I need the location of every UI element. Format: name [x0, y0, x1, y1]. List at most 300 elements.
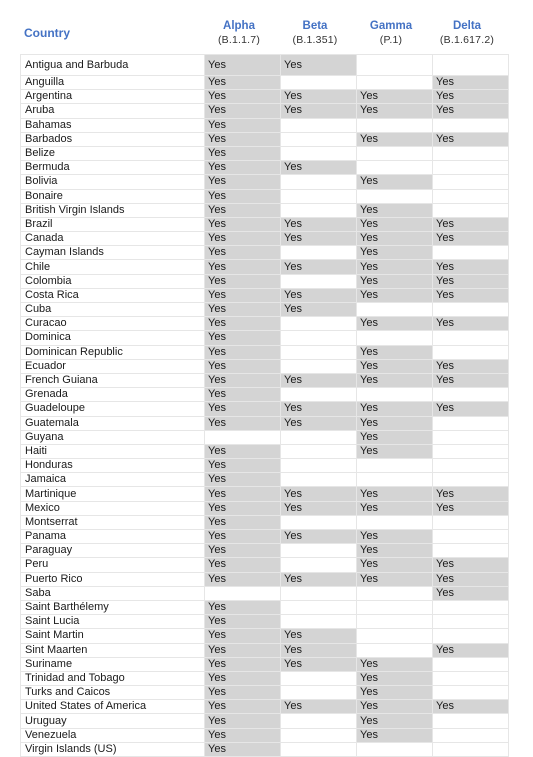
table-row: [21, 90, 509, 104]
delta-cell: [433, 671, 509, 685]
variant-name: Gamma: [369, 20, 413, 32]
gamma-cell: [357, 161, 433, 175]
gamma-cell: Yes: [357, 232, 433, 246]
table-row: [21, 615, 509, 629]
alpha-cell: Yes: [205, 700, 281, 714]
table-row: [21, 487, 509, 501]
delta-cell: [433, 189, 509, 203]
alpha-cell: Yes: [205, 686, 281, 700]
gamma-cell: Yes: [357, 359, 433, 373]
gamma-cell: Yes: [357, 90, 433, 104]
alpha-cell: Yes: [205, 530, 281, 544]
table-row: [21, 317, 509, 331]
delta-cell: [433, 345, 509, 359]
table-row: [21, 671, 509, 685]
delta-cell: [433, 657, 509, 671]
gamma-cell: [357, 189, 433, 203]
alpha-cell: Yes: [205, 558, 281, 572]
gamma-cell: Yes: [357, 132, 433, 146]
delta-cell: [433, 146, 509, 160]
country-cell: Bermuda: [21, 161, 205, 175]
table-row: [21, 686, 509, 700]
gamma-cell: Yes: [357, 728, 433, 742]
delta-cell: Yes: [433, 132, 509, 146]
variant-name: Delta: [452, 20, 482, 32]
gamma-cell: Yes: [357, 402, 433, 416]
beta-cell: Yes: [281, 161, 357, 175]
country-cell: Turks and Caicos: [21, 686, 205, 700]
gamma-cell: [357, 515, 433, 529]
gamma-cell: [357, 146, 433, 160]
country-cell: Guatemala: [21, 416, 205, 430]
alpha-cell: [205, 430, 281, 444]
delta-cell: Yes: [433, 700, 509, 714]
table-row: [21, 288, 509, 302]
country-cell: Bolivia: [21, 175, 205, 189]
country-cell: Grenada: [21, 388, 205, 402]
alpha-cell: Yes: [205, 303, 281, 317]
gamma-cell: Yes: [357, 700, 433, 714]
gamma-cell: Yes: [357, 288, 433, 302]
beta-cell: [281, 473, 357, 487]
country-cell: Honduras: [21, 459, 205, 473]
table-row: [21, 303, 509, 317]
table-row: [21, 586, 509, 600]
beta-cell: Yes: [281, 643, 357, 657]
country-cell: Saint Lucia: [21, 615, 205, 629]
delta-cell: Yes: [433, 558, 509, 572]
delta-cell: [433, 388, 509, 402]
alpha-cell: Yes: [205, 714, 281, 728]
country-cell: Anguilla: [21, 76, 205, 90]
gamma-cell: [357, 629, 433, 643]
beta-cell: [281, 118, 357, 132]
gamma-cell: [357, 118, 433, 132]
beta-cell: [281, 444, 357, 458]
delta-cell: [433, 714, 509, 728]
delta-cell: Yes: [433, 76, 509, 90]
country-cell: Virgin Islands (US): [21, 742, 205, 756]
delta-cell: Yes: [433, 274, 509, 288]
beta-cell: [281, 728, 357, 742]
alpha-cell: Yes: [205, 643, 281, 657]
table-row: [21, 643, 509, 657]
gamma-cell: Yes: [357, 686, 433, 700]
country-cell: Venezuela: [21, 728, 205, 742]
alpha-cell: Yes: [205, 288, 281, 302]
alpha-cell: [205, 586, 281, 600]
delta-cell: [433, 515, 509, 529]
table-row: [21, 728, 509, 742]
beta-cell: [281, 600, 357, 614]
delta-cell: [433, 686, 509, 700]
table-row: [21, 657, 509, 671]
gamma-cell: [357, 615, 433, 629]
table-row: [21, 714, 509, 728]
gamma-cell: [357, 600, 433, 614]
country-cell: Antigua and Barbuda: [21, 55, 205, 76]
alpha-cell: Yes: [205, 657, 281, 671]
beta-cell: Yes: [281, 260, 357, 274]
alpha-cell: Yes: [205, 742, 281, 756]
beta-cell: Yes: [281, 501, 357, 515]
alpha-cell: Yes: [205, 260, 281, 274]
beta-column-header: [278, 19, 352, 48]
delta-cell: Yes: [433, 288, 509, 302]
delta-cell: [433, 430, 509, 444]
beta-cell: [281, 175, 357, 189]
table-row: [21, 246, 509, 260]
beta-cell: Yes: [281, 90, 357, 104]
beta-cell: Yes: [281, 657, 357, 671]
table-row: [21, 359, 509, 373]
country-cell: French Guiana: [21, 373, 205, 387]
table-row: [21, 430, 509, 444]
country-cell: Chile: [21, 260, 205, 274]
gamma-column-header: [354, 19, 428, 48]
gamma-cell: Yes: [357, 373, 433, 387]
country-cell: Dominican Republic: [21, 345, 205, 359]
table-row: [21, 203, 509, 217]
country-cell: Puerto Rico: [21, 572, 205, 586]
gamma-cell: [357, 388, 433, 402]
variant-name: Beta: [302, 20, 328, 32]
gamma-cell: Yes: [357, 671, 433, 685]
table-row: [21, 345, 509, 359]
gamma-cell: Yes: [357, 260, 433, 274]
table-row: [21, 232, 509, 246]
delta-cell: [433, 303, 509, 317]
beta-cell: [281, 203, 357, 217]
alpha-cell: Yes: [205, 118, 281, 132]
table-row: [21, 55, 509, 76]
delta-cell: [433, 615, 509, 629]
table-row: [21, 274, 509, 288]
beta-cell: [281, 615, 357, 629]
table-row: [21, 742, 509, 756]
gamma-cell: Yes: [357, 217, 433, 231]
variant-code: (B.1.1.7): [217, 34, 261, 46]
delta-cell: Yes: [433, 232, 509, 246]
gamma-cell: Yes: [357, 416, 433, 430]
country-cell: Bahamas: [21, 118, 205, 132]
variant-table-container: [20, 14, 508, 757]
country-cell: Cayman Islands: [21, 246, 205, 260]
country-cell: Saba: [21, 586, 205, 600]
gamma-cell: Yes: [357, 203, 433, 217]
gamma-cell: Yes: [357, 657, 433, 671]
alpha-cell: Yes: [205, 345, 281, 359]
gamma-cell: [357, 586, 433, 600]
delta-cell: [433, 203, 509, 217]
delta-cell: Yes: [433, 359, 509, 373]
country-cell: Haiti: [21, 444, 205, 458]
delta-cell: Yes: [433, 487, 509, 501]
gamma-cell: Yes: [357, 444, 433, 458]
alpha-cell: Yes: [205, 175, 281, 189]
variant-code: (B.1.351): [292, 34, 338, 46]
delta-cell: [433, 161, 509, 175]
gamma-cell: [357, 76, 433, 90]
beta-cell: [281, 359, 357, 373]
gamma-cell: Yes: [357, 175, 433, 189]
variant-name: Alpha: [223, 20, 255, 32]
beta-cell: Yes: [281, 416, 357, 430]
country-cell: Ecuador: [21, 359, 205, 373]
beta-cell: [281, 671, 357, 685]
gamma-cell: Yes: [357, 274, 433, 288]
beta-cell: [281, 586, 357, 600]
table-row: [21, 331, 509, 345]
table-row: [21, 104, 509, 118]
beta-cell: Yes: [281, 402, 357, 416]
table-row: [21, 402, 509, 416]
alpha-cell: Yes: [205, 671, 281, 685]
table-row: [21, 161, 509, 175]
alpha-cell: Yes: [205, 203, 281, 217]
table-row: [21, 544, 509, 558]
delta-cell: Yes: [433, 586, 509, 600]
beta-cell: [281, 146, 357, 160]
country-cell: Curacao: [21, 317, 205, 331]
variant-code: (B.1.617.2): [439, 34, 495, 46]
alpha-cell: Yes: [205, 544, 281, 558]
alpha-cell: Yes: [205, 232, 281, 246]
beta-cell: Yes: [281, 572, 357, 586]
delta-cell: Yes: [433, 90, 509, 104]
alpha-cell: Yes: [205, 728, 281, 742]
alpha-cell: Yes: [205, 161, 281, 175]
beta-cell: [281, 246, 357, 260]
alpha-cell: Yes: [205, 132, 281, 146]
table-row: [21, 459, 509, 473]
alpha-cell: Yes: [205, 629, 281, 643]
country-cell: Colombia: [21, 274, 205, 288]
country-cell: British Virgin Islands: [21, 203, 205, 217]
alpha-cell: Yes: [205, 90, 281, 104]
gamma-cell: [357, 643, 433, 657]
table-row: [21, 175, 509, 189]
alpha-cell: Yes: [205, 501, 281, 515]
beta-cell: [281, 544, 357, 558]
country-cell: Sint Maarten: [21, 643, 205, 657]
country-cell: Mexico: [21, 501, 205, 515]
country-cell: Montserrat: [21, 515, 205, 529]
beta-cell: Yes: [281, 232, 357, 246]
alpha-cell: Yes: [205, 189, 281, 203]
gamma-cell: [357, 331, 433, 345]
table-row: [21, 260, 509, 274]
table-row: [21, 217, 509, 231]
gamma-cell: Yes: [357, 246, 433, 260]
gamma-cell: Yes: [357, 572, 433, 586]
country-cell: Argentina: [21, 90, 205, 104]
beta-cell: Yes: [281, 55, 357, 76]
table-row: [21, 373, 509, 387]
country-cell: Guyana: [21, 430, 205, 444]
alpha-cell: Yes: [205, 459, 281, 473]
table-row: [21, 558, 509, 572]
country-column-header: Country: [24, 26, 70, 40]
beta-cell: [281, 388, 357, 402]
beta-cell: Yes: [281, 530, 357, 544]
gamma-cell: Yes: [357, 345, 433, 359]
table-row: [21, 146, 509, 160]
country-cell: Cuba: [21, 303, 205, 317]
alpha-cell: Yes: [205, 600, 281, 614]
gamma-cell: Yes: [357, 104, 433, 118]
variant-table: [20, 54, 509, 757]
table-row: [21, 118, 509, 132]
delta-cell: [433, 600, 509, 614]
table-row: [21, 416, 509, 430]
table-row: [21, 629, 509, 643]
alpha-cell: Yes: [205, 104, 281, 118]
beta-cell: Yes: [281, 700, 357, 714]
gamma-cell: [357, 473, 433, 487]
delta-cell: Yes: [433, 260, 509, 274]
delta-cell: Yes: [433, 572, 509, 586]
alpha-cell: Yes: [205, 146, 281, 160]
delta-cell: [433, 175, 509, 189]
delta-cell: Yes: [433, 217, 509, 231]
table-row: [21, 530, 509, 544]
beta-cell: Yes: [281, 373, 357, 387]
gamma-cell: Yes: [357, 544, 433, 558]
beta-cell: [281, 189, 357, 203]
delta-cell: Yes: [433, 104, 509, 118]
beta-cell: [281, 714, 357, 728]
table-row: [21, 572, 509, 586]
country-cell: Aruba: [21, 104, 205, 118]
delta-column-header: [430, 19, 504, 48]
beta-cell: Yes: [281, 217, 357, 231]
country-cell: Canada: [21, 232, 205, 246]
gamma-cell: [357, 55, 433, 76]
gamma-cell: [357, 742, 433, 756]
country-cell: United States of America: [21, 700, 205, 714]
country-cell: Belize: [21, 146, 205, 160]
alpha-cell: Yes: [205, 274, 281, 288]
beta-cell: [281, 331, 357, 345]
beta-cell: [281, 345, 357, 359]
country-cell: Costa Rica: [21, 288, 205, 302]
beta-cell: [281, 558, 357, 572]
alpha-cell: Yes: [205, 317, 281, 331]
country-cell: Bonaire: [21, 189, 205, 203]
country-cell: Barbados: [21, 132, 205, 146]
alpha-cell: Yes: [205, 416, 281, 430]
beta-cell: [281, 459, 357, 473]
alpha-cell: Yes: [205, 388, 281, 402]
alpha-cell: Yes: [205, 615, 281, 629]
country-cell: Guadeloupe: [21, 402, 205, 416]
beta-cell: Yes: [281, 629, 357, 643]
table-row: [21, 444, 509, 458]
table-body: [21, 55, 509, 757]
delta-cell: [433, 331, 509, 345]
table-row: [21, 76, 509, 90]
gamma-cell: Yes: [357, 317, 433, 331]
country-cell: Saint Martin: [21, 629, 205, 643]
alpha-column-header: [202, 19, 276, 48]
gamma-cell: Yes: [357, 487, 433, 501]
country-cell: Uruguay: [21, 714, 205, 728]
delta-cell: Yes: [433, 373, 509, 387]
table-row: [21, 515, 509, 529]
delta-cell: Yes: [433, 501, 509, 515]
gamma-cell: Yes: [357, 501, 433, 515]
delta-cell: [433, 416, 509, 430]
beta-cell: [281, 515, 357, 529]
beta-cell: [281, 686, 357, 700]
delta-cell: [433, 473, 509, 487]
gamma-cell: Yes: [357, 714, 433, 728]
beta-cell: [281, 430, 357, 444]
gamma-cell: Yes: [357, 558, 433, 572]
beta-cell: [281, 76, 357, 90]
table-row: [21, 501, 509, 515]
delta-cell: [433, 444, 509, 458]
country-cell: Dominica: [21, 331, 205, 345]
gamma-cell: [357, 303, 433, 317]
country-cell: Suriname: [21, 657, 205, 671]
country-cell: Jamaica: [21, 473, 205, 487]
alpha-cell: Yes: [205, 76, 281, 90]
alpha-cell: Yes: [205, 402, 281, 416]
table-row: [21, 132, 509, 146]
delta-cell: [433, 246, 509, 260]
delta-cell: [433, 728, 509, 742]
country-cell: Trinidad and Tobago: [21, 671, 205, 685]
delta-cell: Yes: [433, 402, 509, 416]
delta-cell: [433, 629, 509, 643]
delta-cell: [433, 118, 509, 132]
delta-cell: Yes: [433, 317, 509, 331]
alpha-cell: Yes: [205, 473, 281, 487]
delta-cell: [433, 742, 509, 756]
country-cell: Martinique: [21, 487, 205, 501]
delta-cell: Yes: [433, 643, 509, 657]
alpha-cell: Yes: [205, 217, 281, 231]
country-cell: Saint Barthélemy: [21, 600, 205, 614]
table-row: [21, 189, 509, 203]
alpha-cell: Yes: [205, 487, 281, 501]
beta-cell: Yes: [281, 303, 357, 317]
country-cell: Panama: [21, 530, 205, 544]
gamma-cell: Yes: [357, 530, 433, 544]
table-row: [21, 473, 509, 487]
table-header: [20, 14, 508, 54]
alpha-cell: Yes: [205, 246, 281, 260]
gamma-cell: Yes: [357, 430, 433, 444]
table-row: [21, 600, 509, 614]
table-row: [21, 700, 509, 714]
country-cell: Brazil: [21, 217, 205, 231]
beta-cell: Yes: [281, 288, 357, 302]
alpha-cell: Yes: [205, 444, 281, 458]
alpha-cell: Yes: [205, 331, 281, 345]
variant-code: (P.1): [379, 34, 403, 46]
alpha-cell: Yes: [205, 572, 281, 586]
alpha-cell: Yes: [205, 55, 281, 76]
beta-cell: [281, 274, 357, 288]
beta-cell: [281, 132, 357, 146]
delta-cell: [433, 55, 509, 76]
beta-cell: Yes: [281, 487, 357, 501]
country-cell: Paraguay: [21, 544, 205, 558]
alpha-cell: Yes: [205, 515, 281, 529]
